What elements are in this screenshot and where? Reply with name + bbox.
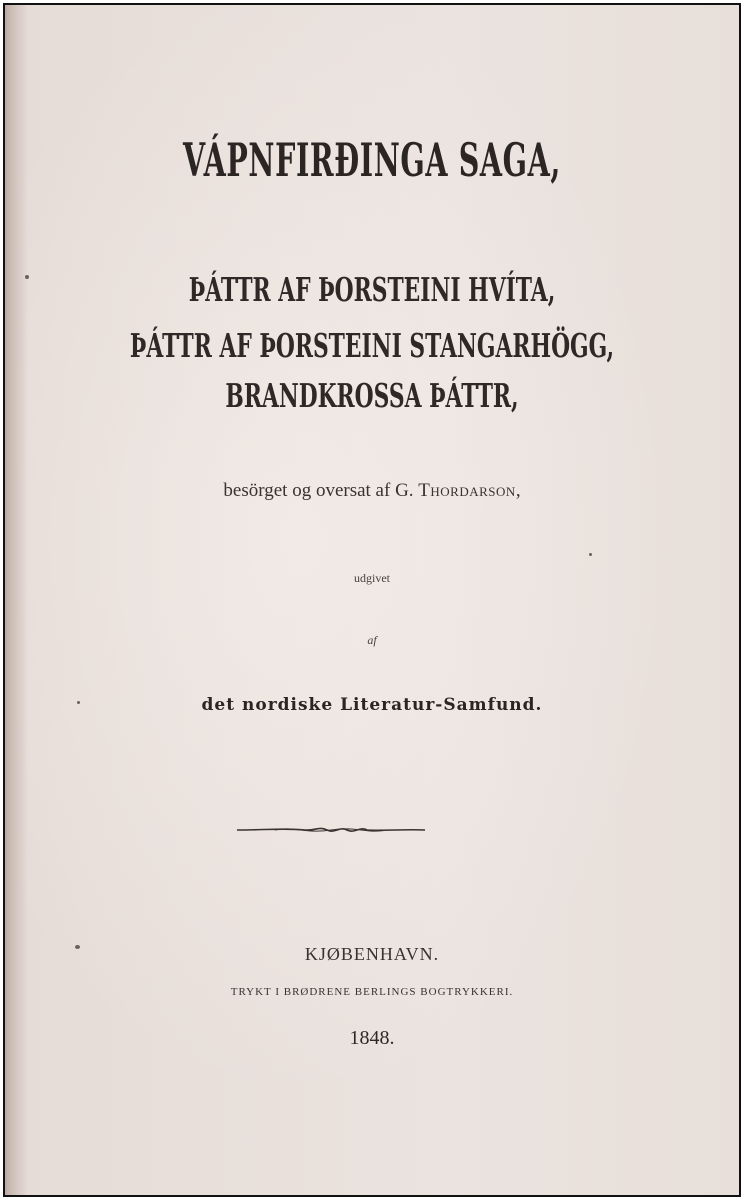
- paper-speck: [589, 553, 592, 556]
- paper-speck: [77, 701, 80, 704]
- editor-prefix: besörget og oversat af G.: [223, 480, 419, 501]
- subtitle-2: ÞÁTTR AF ÞORSTEINI STANGARHÖGG,: [129, 326, 615, 365]
- editor-name: Thordarson: [418, 480, 516, 501]
- editor-line: [5, 480, 739, 502]
- decorative-rule: [235, 822, 427, 838]
- city: KJØBENHAVN.: [304, 944, 440, 964]
- subtitle-3: BRANDKROSSA ÞÁTTR,: [225, 376, 519, 415]
- binding-edge: [5, 5, 27, 1195]
- paper-speck: [75, 945, 80, 949]
- book-title: VÁPNFIRÐINGA SAGA,: [183, 133, 561, 187]
- paper-speck: [25, 275, 29, 279]
- subtitle-1: ÞÁTTR AF ÞORSTEINI HVÍTA,: [188, 270, 556, 309]
- printer: TRYKT I BRØDRENE BERLINGS BOGTRYKKERI.: [230, 986, 514, 998]
- year: 1848.: [349, 1027, 395, 1049]
- editor-suffix: ,: [515, 480, 521, 501]
- title-page: [5, 5, 739, 1195]
- page-frame: [3, 3, 741, 1197]
- society-name: det nordiske Literatur-Samfund.: [201, 695, 543, 715]
- published-label: udgivet: [354, 571, 390, 585]
- by-label: af: [367, 633, 377, 647]
